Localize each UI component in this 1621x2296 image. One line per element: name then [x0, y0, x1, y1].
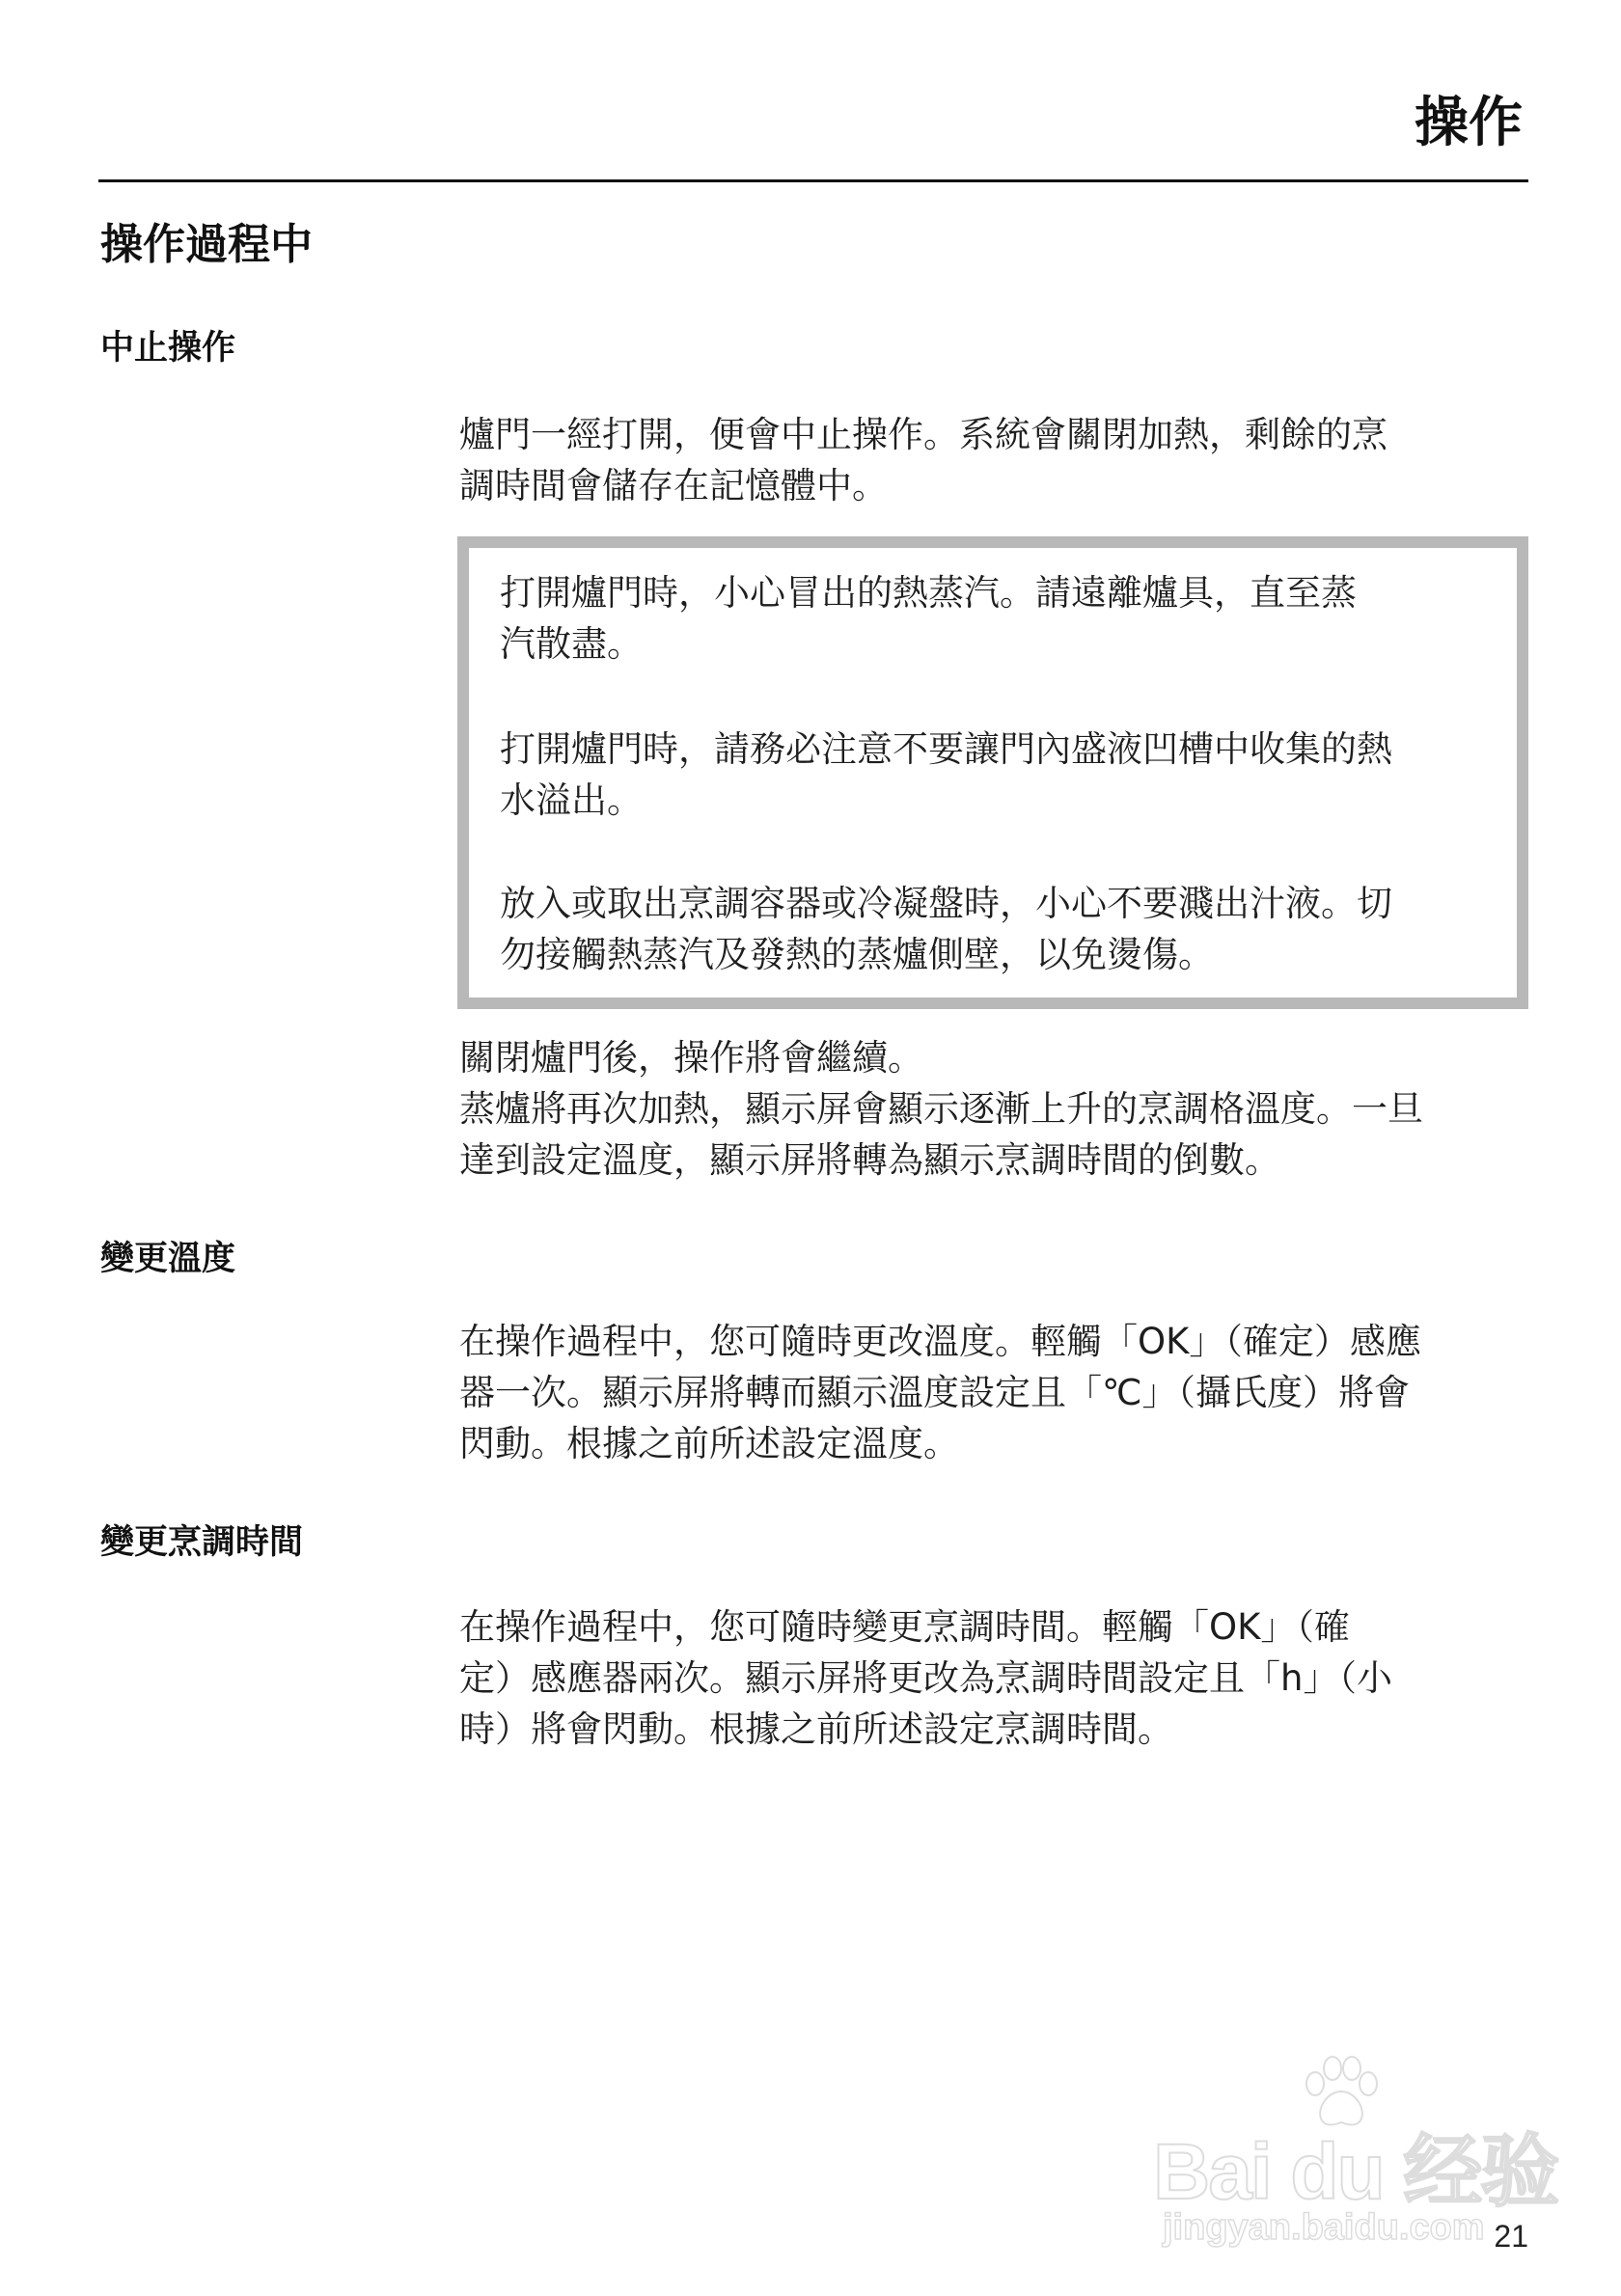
- text-line: 打開爐門時，請務必注意不要讓門內盛液凹槽中收集的熱: [500, 728, 1392, 770]
- section-title: 操作過程中: [100, 220, 313, 269]
- watermark-logo-text: Bai du 经验: [1153, 2128, 1558, 2216]
- text-line: 在操作過程中，您可隨時變更烹調時間。輕觸「OK」（確: [459, 1606, 1350, 1648]
- stop-operation-intro: [459, 409, 1530, 511]
- text-line: 勿接觸熱蒸汽及發熱的蒸爐側壁，以免燙傷。: [500, 934, 1214, 975]
- text-line: 閃動。根據之前所述設定溫度。: [459, 1423, 959, 1464]
- text-line: 時）將會閃動。根據之前所述設定烹調時間。: [459, 1708, 1173, 1750]
- header-divider: [98, 179, 1528, 182]
- warning-box: [457, 536, 1528, 1009]
- page-number: 21: [1494, 2219, 1528, 2254]
- text-line: 器一次。顯示屏將轉而顯示溫度設定且「℃」（攝氏度）將會: [459, 1372, 1411, 1413]
- text-line: 定）感應器兩次。顯示屏將更改為烹調時間設定且「h」（小: [459, 1657, 1392, 1699]
- stop-operation-heading: 中止操作: [100, 329, 236, 368]
- text-line: 關閉爐門後，操作將會繼續。: [459, 1037, 923, 1079]
- text-line: 汽散盡。: [500, 623, 643, 665]
- warning-burns: [500, 878, 1503, 980]
- text-line: 在操作過程中，您可隨時更改溫度。輕觸「OK」（確定）感應: [459, 1321, 1421, 1362]
- text-line: 達到設定溫度，顯示屏將轉為顯示烹調時間的倒數。: [459, 1139, 1280, 1181]
- warning-steam: [500, 567, 1503, 670]
- text-line: 水溢出。: [500, 779, 643, 821]
- stop-operation-after: [459, 1032, 1530, 1186]
- change-temperature-heading: 變更溫度: [100, 1240, 236, 1278]
- watermark-url-text: jingyan.baidu.com: [1163, 2207, 1485, 2248]
- change-temperature-text: [459, 1316, 1530, 1469]
- warning-water: [500, 724, 1503, 826]
- text-line: 調時間會儲存在記憶體中。: [459, 465, 888, 506]
- text-line: 爐門一經打開，便會中止操作。系統會關閉加熱，剩餘的烹: [459, 414, 1387, 455]
- text-line: 放入或取出烹調容器或冷凝盤時，小心不要濺出汁液。切: [500, 883, 1392, 924]
- text-line: 打開爐門時，小心冒出的熱蒸汽。請遠離爐具，直至蒸: [500, 572, 1357, 614]
- change-cooking-time-text: [459, 1601, 1530, 1755]
- baidu-watermark: [1153, 2055, 1558, 2248]
- change-cooking-time-heading: 變更烹調時間: [100, 1523, 304, 1562]
- text-line: 蒸爐將再次加熱，顯示屏會顯示逐漸上升的烹調格溫度。一旦: [459, 1088, 1423, 1130]
- page-header-title: 操作: [1415, 92, 1523, 154]
